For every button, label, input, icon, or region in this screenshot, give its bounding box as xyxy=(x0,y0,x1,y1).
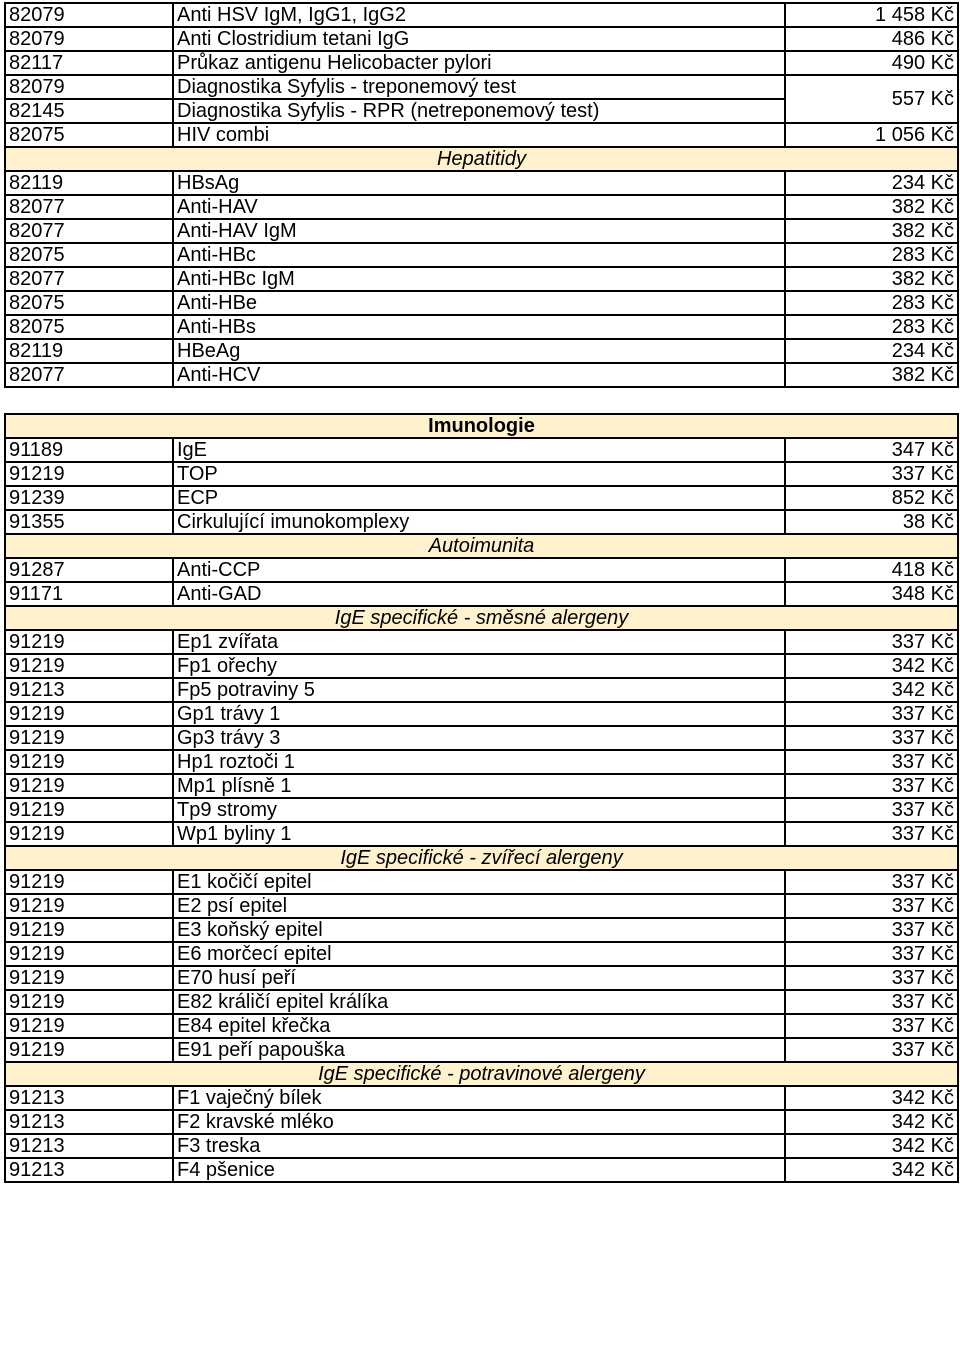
name-cell: Anti-HBc IgM xyxy=(173,267,785,291)
name-cell: HIV combi xyxy=(173,123,785,147)
name-cell: E6 morčecí epitel xyxy=(173,942,785,966)
code-cell: 82119 xyxy=(5,171,173,195)
name-cell: Fp5 potraviny 5 xyxy=(173,678,785,702)
name-cell: Diagnostika Syfylis - treponemový test xyxy=(173,75,785,99)
price-cell: 38 Kč xyxy=(785,510,958,534)
name-cell: E1 kočičí epitel xyxy=(173,870,785,894)
code-cell: 91213 xyxy=(5,1086,173,1110)
name-cell: Fp1 ořechy xyxy=(173,654,785,678)
code-cell: 91219 xyxy=(5,918,173,942)
name-cell: E2 psí epitel xyxy=(173,894,785,918)
price-cell: 342 Kč xyxy=(785,1110,958,1134)
table-row xyxy=(5,291,958,315)
code-cell: 82119 xyxy=(5,339,173,363)
name-cell: Gp1 trávy 1 xyxy=(173,702,785,726)
code-cell: 82075 xyxy=(5,243,173,267)
code-cell: 91219 xyxy=(5,774,173,798)
table-row xyxy=(5,315,958,339)
table-row xyxy=(5,486,958,510)
price-cell: 490 Kč xyxy=(785,51,958,75)
price-cell: 337 Kč xyxy=(785,1038,958,1062)
code-cell: 82075 xyxy=(5,315,173,339)
price-cell: 337 Kč xyxy=(785,822,958,846)
price-cell: 342 Kč xyxy=(785,678,958,702)
code-cell: 91219 xyxy=(5,462,173,486)
name-cell: Tp9 stromy xyxy=(173,798,785,822)
table-row xyxy=(5,1158,958,1182)
price-cell: 337 Kč xyxy=(785,1014,958,1038)
section-title: Autoimunita xyxy=(5,534,958,558)
section-title: IgE specifické - potravinové alergeny xyxy=(5,1062,958,1086)
code-cell: 91219 xyxy=(5,822,173,846)
price-cell: 342 Kč xyxy=(785,654,958,678)
code-cell: 82077 xyxy=(5,195,173,219)
table-row xyxy=(5,171,958,195)
name-cell: Anti-CCP xyxy=(173,558,785,582)
price-cell: 347 Kč xyxy=(785,438,958,462)
code-cell: 91213 xyxy=(5,1134,173,1158)
price-cell: 337 Kč xyxy=(785,990,958,1014)
name-cell: Anti-HAV xyxy=(173,195,785,219)
table-row xyxy=(5,726,958,750)
table-row xyxy=(5,894,958,918)
code-cell: 82117 xyxy=(5,51,173,75)
table-row xyxy=(5,267,958,291)
table-row xyxy=(5,75,958,99)
name-cell: Hp1 roztoči 1 xyxy=(173,750,785,774)
name-cell: Anti-HBc xyxy=(173,243,785,267)
name-cell: Anti Clostridium tetani IgG xyxy=(173,27,785,51)
table-row xyxy=(5,990,958,1014)
price-cell: 337 Kč xyxy=(785,462,958,486)
table-row xyxy=(5,123,958,147)
table-row xyxy=(5,27,958,51)
name-cell: Mp1 plísně 1 xyxy=(173,774,785,798)
price-cell: 348 Kč xyxy=(785,582,958,606)
price-cell: 486 Kč xyxy=(785,27,958,51)
table-row xyxy=(5,582,958,606)
section-title: Hepatitidy xyxy=(5,147,958,171)
table-row xyxy=(5,462,958,486)
table-row xyxy=(5,822,958,846)
name-cell: Anti-HBs xyxy=(173,315,785,339)
price-cell: 283 Kč xyxy=(785,243,958,267)
code-cell: 91219 xyxy=(5,630,173,654)
price-cell: 337 Kč xyxy=(785,798,958,822)
table-row xyxy=(5,339,958,363)
table-row xyxy=(5,774,958,798)
name-cell: F1 vaječný bílek xyxy=(173,1086,785,1110)
price-cell: 337 Kč xyxy=(785,942,958,966)
price-cell: 283 Kč xyxy=(785,291,958,315)
section-header-row xyxy=(5,534,958,558)
name-cell: Anti-HBe xyxy=(173,291,785,315)
code-cell: 91219 xyxy=(5,750,173,774)
name-cell: Ep1 zvířata xyxy=(173,630,785,654)
table-row xyxy=(5,1110,958,1134)
name-cell: Diagnostika Syfylis - RPR (netreponemový test) xyxy=(173,99,785,123)
code-cell: 82145 xyxy=(5,99,173,123)
table-row xyxy=(5,630,958,654)
code-cell: 91219 xyxy=(5,966,173,990)
section-title: IgE specifické - směsné alergeny xyxy=(5,606,958,630)
section-header-row xyxy=(5,846,958,870)
code-cell: 91219 xyxy=(5,1038,173,1062)
price-cell: 234 Kč xyxy=(785,171,958,195)
table-row xyxy=(5,1014,958,1038)
table-row xyxy=(5,438,958,462)
code-cell: 91239 xyxy=(5,486,173,510)
code-cell: 91219 xyxy=(5,1014,173,1038)
code-cell: 91189 xyxy=(5,438,173,462)
name-cell: Průkaz antigenu Helicobacter pylori xyxy=(173,51,785,75)
name-cell: Wp1 byliny 1 xyxy=(173,822,785,846)
table-row xyxy=(5,918,958,942)
table-row xyxy=(5,3,958,27)
code-cell: 91287 xyxy=(5,558,173,582)
name-cell: E70 husí peří xyxy=(173,966,785,990)
code-cell: 82079 xyxy=(5,3,173,27)
price-cell: 342 Kč xyxy=(785,1086,958,1110)
table-row xyxy=(5,219,958,243)
price-cell: 337 Kč xyxy=(785,870,958,894)
price-list-table xyxy=(4,2,959,1183)
table-row xyxy=(5,1134,958,1158)
name-cell: IgE xyxy=(173,438,785,462)
name-cell: Anti-HAV IgM xyxy=(173,219,785,243)
code-cell: 91219 xyxy=(5,702,173,726)
code-cell: 82075 xyxy=(5,291,173,315)
table-row xyxy=(5,750,958,774)
code-cell: 91213 xyxy=(5,678,173,702)
price-cell: 382 Kč xyxy=(785,195,958,219)
table-row xyxy=(5,654,958,678)
table-row xyxy=(5,51,958,75)
table-row xyxy=(5,702,958,726)
spacer-row xyxy=(5,387,958,414)
spacer-cell xyxy=(5,387,958,414)
table-row xyxy=(5,558,958,582)
table-row xyxy=(5,966,958,990)
name-cell: Cirkulující imunokomplexy xyxy=(173,510,785,534)
name-cell: E82 králičí epitel králíka xyxy=(173,990,785,1014)
price-cell: 337 Kč xyxy=(785,966,958,990)
name-cell: Anti-HCV xyxy=(173,363,785,387)
name-cell: E3 koňský epitel xyxy=(173,918,785,942)
table-row xyxy=(5,1038,958,1062)
code-cell: 82077 xyxy=(5,219,173,243)
price-cell: 337 Kč xyxy=(785,630,958,654)
price-cell: 382 Kč xyxy=(785,363,958,387)
name-cell: F3 treska xyxy=(173,1134,785,1158)
name-cell: HBeAg xyxy=(173,339,785,363)
section-header-row xyxy=(5,147,958,171)
code-cell: 91213 xyxy=(5,1158,173,1182)
code-cell: 91219 xyxy=(5,942,173,966)
name-cell: TOP xyxy=(173,462,785,486)
name-cell: E91 peří papouška xyxy=(173,1038,785,1062)
price-cell: 418 Kč xyxy=(785,558,958,582)
code-cell: 91213 xyxy=(5,1110,173,1134)
price-cell-merged: 557 Kč xyxy=(785,75,958,123)
code-cell: 82079 xyxy=(5,27,173,51)
name-cell: Anti-GAD xyxy=(173,582,785,606)
code-cell: 82075 xyxy=(5,123,173,147)
price-cell: 342 Kč xyxy=(785,1134,958,1158)
table-row xyxy=(5,510,958,534)
code-cell: 82077 xyxy=(5,267,173,291)
section-title: Imunologie xyxy=(5,414,958,438)
table-row xyxy=(5,870,958,894)
table-row xyxy=(5,363,958,387)
section-header-row xyxy=(5,606,958,630)
price-cell: 382 Kč xyxy=(785,267,958,291)
name-cell: HBsAg xyxy=(173,171,785,195)
code-cell: 82079 xyxy=(5,75,173,99)
price-cell: 337 Kč xyxy=(785,918,958,942)
price-cell: 1 458 Kč xyxy=(785,3,958,27)
table-row xyxy=(5,678,958,702)
price-cell: 234 Kč xyxy=(785,339,958,363)
price-cell: 382 Kč xyxy=(785,219,958,243)
code-cell: 91219 xyxy=(5,654,173,678)
name-cell: E84 epitel křečka xyxy=(173,1014,785,1038)
code-cell: 91171 xyxy=(5,582,173,606)
price-list-body xyxy=(5,3,958,1182)
table-row xyxy=(5,1086,958,1110)
table-row xyxy=(5,798,958,822)
name-cell: F2 kravské mléko xyxy=(173,1110,785,1134)
price-cell: 342 Kč xyxy=(785,1158,958,1182)
price-cell: 852 Kč xyxy=(785,486,958,510)
price-cell: 337 Kč xyxy=(785,774,958,798)
price-cell: 1 056 Kč xyxy=(785,123,958,147)
table-row xyxy=(5,243,958,267)
code-cell: 91219 xyxy=(5,798,173,822)
price-cell: 337 Kč xyxy=(785,750,958,774)
name-cell: Anti HSV IgM, IgG1, IgG2 xyxy=(173,3,785,27)
price-cell: 337 Kč xyxy=(785,894,958,918)
price-cell: 283 Kč xyxy=(785,315,958,339)
table-row xyxy=(5,195,958,219)
table-row xyxy=(5,942,958,966)
section-header-row xyxy=(5,1062,958,1086)
code-cell: 91219 xyxy=(5,870,173,894)
price-cell: 337 Kč xyxy=(785,702,958,726)
section-title: IgE specifické - zvířecí alergeny xyxy=(5,846,958,870)
code-cell: 91219 xyxy=(5,990,173,1014)
code-cell: 91219 xyxy=(5,726,173,750)
name-cell: F4 pšenice xyxy=(173,1158,785,1182)
code-cell: 82077 xyxy=(5,363,173,387)
code-cell: 91355 xyxy=(5,510,173,534)
name-cell: ECP xyxy=(173,486,785,510)
code-cell: 91219 xyxy=(5,894,173,918)
name-cell: Gp3 trávy 3 xyxy=(173,726,785,750)
section-header-row xyxy=(5,414,958,438)
price-cell: 337 Kč xyxy=(785,726,958,750)
